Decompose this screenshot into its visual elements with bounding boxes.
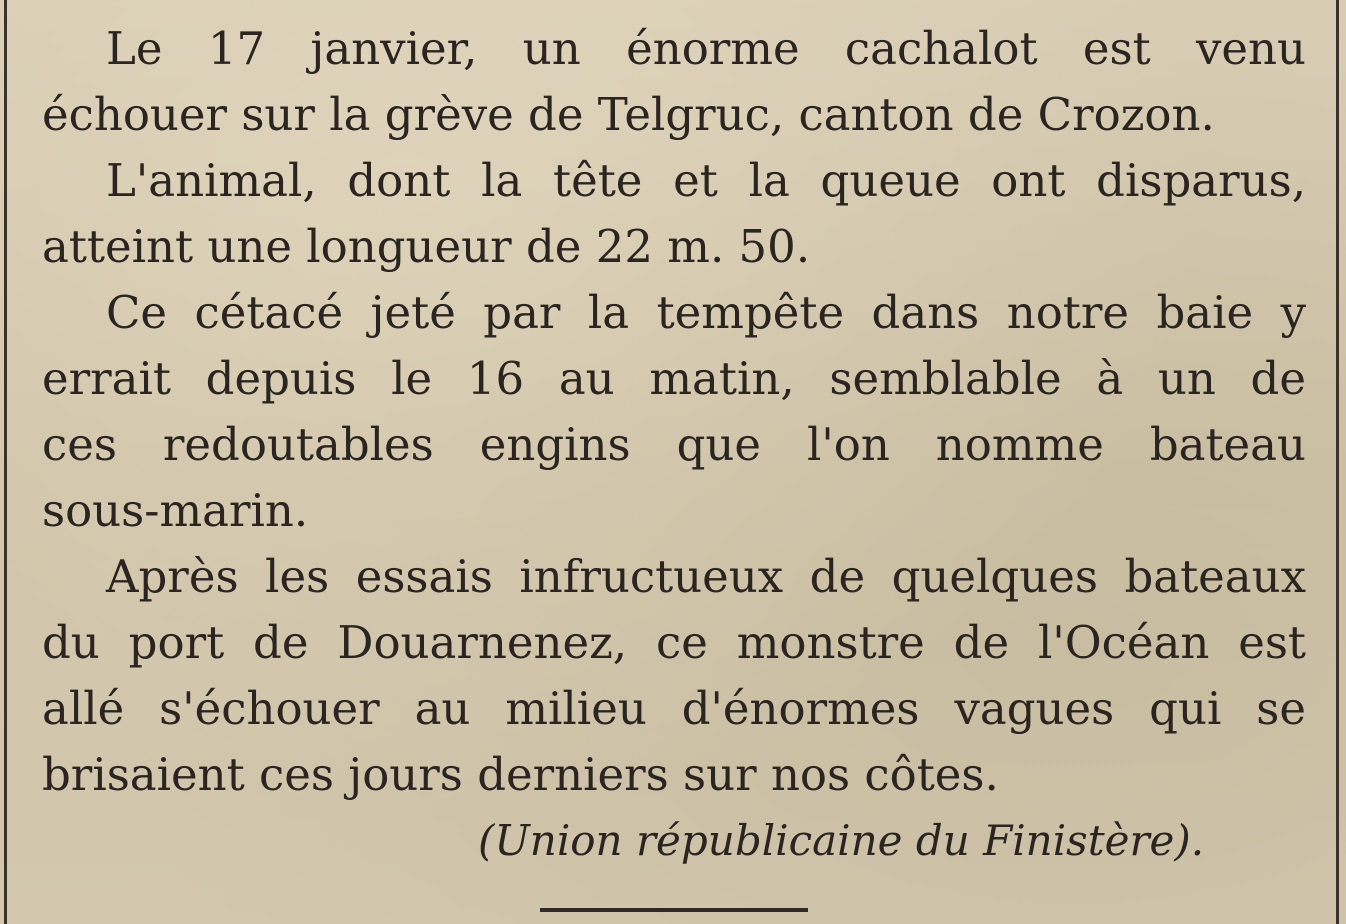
article-line: Ce cétacé jeté par la tempête dans notre baie y [106,286,1306,339]
right-column-rule [1336,0,1339,924]
article-line: errait depuis le 16 au matin, semblable à un de [42,352,1306,405]
article-line: brisaient ces jours derniers sur nos côtes. [42,748,999,801]
article-line: Le 17 janvier, un énorme cachalot est venu [106,22,1306,75]
article-column [42,16,1306,808]
article-line: atteint une longueur de 22 m. 50. [42,220,811,273]
article-line: du port de Douarnenez, ce monstre de l'Océan est [42,616,1306,669]
article-line: Après les essais infructueux de quelques bateaux [106,550,1306,603]
article-line: sous-marin. [42,484,309,537]
article-line: L'animal, dont la tête et la queue ont disparus, [106,154,1306,207]
article-line: ces redoutables engins que l'on nomme bateau [42,418,1306,471]
source-attribution: (Union républicaine du Finistère). [478,816,1205,865]
article-line: allé s'échouer au milieu d'énormes vagues qui se [42,682,1306,735]
article-line: échouer sur la grève de Telgruc, canton de Crozon. [42,88,1215,141]
left-column-rule [4,0,7,924]
section-divider [540,908,808,912]
